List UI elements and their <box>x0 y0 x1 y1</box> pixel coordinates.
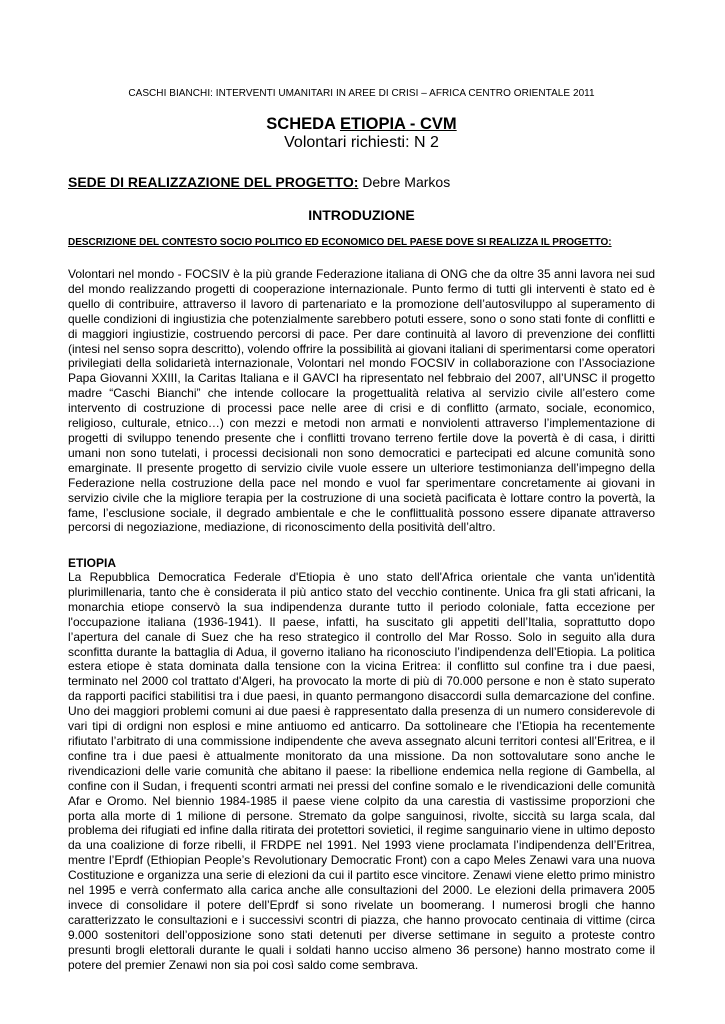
title-country: ETIOPIA - CVM <box>339 115 457 133</box>
introduction-heading: INTRODUZIONE <box>308 207 415 223</box>
project-location <box>68 174 450 190</box>
title-prefix: SCHEDA <box>266 115 340 133</box>
page-title <box>68 115 655 134</box>
project-location-value: Debre Markos <box>358 174 451 190</box>
ethiopia-paragraph: La Repubblica Democratica Federale d'Etiopia è uno stato dell'Africa orientale che vanta un'identità plurimillenaria, tanto che è considerata il più antico stato del vecchio continente. Unica fra gli stati africani, la monarchia etiope conservò la sua indipendenza durante tutto il periodo coloniale, fatta eccezione per l'occupazione italiana (1936-1941). Il paese, infatti, ha suscitato gli appetiti dell’Italia, soprattutto dopo l’apertura del canale di Suez che ha reso strategico il controllo del Mar Rosso. Solo in seguito alla dura sconfitta durante la battaglia di Adua, il governo italiano ha riconosciuto l’indipendenza dell’Etiopia. La politica estera etiope è stata dominata dalla tensione con la vicina Eritrea: il conflitto sul confine tra i due paesi, terminato nel 2000 col trattato d'Algeri, ha provocato la morte di più di 70.000 persone e non è stato superato da rapporti pacifici stabilitisi tra i due paesi, in quanto permangono disaccordi sulla demarcazione del confine. Uno dei maggiori problemi comuni ai due paesi è rappresentato dalla presenza di un numero considerevole di vari tipi di ordigni non esplosi e mine antiuomo ed anticarro. Da sottolineare che l’Etiopia ha recentemente rifiutato l’arbitrato di una commissione indipendente che aveva assegnato alcuni territori contesi all’Eritrea, e il confine tra i due paesi è attualmente monitorato da una missione. Da non sottovalutare sono anche le rivendicazioni delle varie comunità che abitano il paese: la ribellione endemica nella regione di Gambella, al confine con il Sudan, i frequenti scontri armati nei pressi del confine somalo e le rivendicazioni delle comunità Afar e Oromo. Nel biennio 1984-1985 il paese viene colpito da una carestia di vastissime proporzioni che porta alla morte di 1 milione di persone. Stremato da golpe sanguinosi, rivolte, siccità su larga scala, dal problema dei rifugiati ed infine dalla ritirata dei protettori sovietici, il regime sanguinario viene in ultimo deposto da una coalizione di forze ribelli, il FRDPE nel 1991. Nel 1993 viene proclamata l’indipendenza dell’Eritrea, mentre l’Eprdf (Ethiopian People’s Revolutionary Democratic Front) con a capo Meles Zenawi vara una nuova Costituzione e organizza una serie di elezioni da cui il partito esce vincitore. Zenawi viene eletto primo ministro nel 1995 e verrà confermato alla carica anche alle consultazioni del 2000. Le elezioni della primavera 2005 invece di consolidare il potere dell’Eprdf si sono rivelate un boomerang. I numerosi brogli che hanno caratterizzato le consultazioni e i successivi scontri di piazza, che hanno provocato centinaia di vittime (circa 9.000 sostenitori dell’opposizione sono stati detenuti per diverse settimane in seguito a proteste contro presunti brogli elettorali durante le quali i soldati hanno ucciso almeno 36 persone) hanno mostrato come il potere del premier Zenawi non sia poi così saldo come sembrava. <box>68 570 655 972</box>
volunteers-required: Volontari richiesti: N 2 <box>284 134 439 151</box>
project-location-label: SEDE DI REALIZZAZIONE DEL PROGETTO: <box>68 174 359 190</box>
context-heading: DESCRIZIONE DEL CONTESTO SOCIO POLITICO ED ECONOMICO DEL PAESE DOVE SI REALIZZA IL PROGETTO: <box>68 237 612 248</box>
running-header: CASCHI BIANCHI: INTERVENTI UMANITARI IN AREE DI CRISI – AFRICA CENTRO ORIENTALE 2011 <box>128 88 595 99</box>
introduction-paragraph: Volontari nel mondo - FOCSIV è la più grande Federazione italiana di ONG che da oltre 35 anni lavora nei sud del mondo realizzando progetti di cooperazione internazionale. Punto fermo di tutti gli interventi è stato ed è quello di contribuire, attraverso il lavoro di partenariato e la promozione dell’autosviluppo al superamento di quelle condizioni di ingiustizia che potenzialmente sarebbero potuti essere, sono o sono stati fonte di conflitti e di maggiori ingiustizie, costruendo percorsi di pace. Per dare continuità al lavoro di prevenzione dei conflitti (intesi nel senso sopra descritto), volendo offrire la possibilità ai giovani italiani di sperimentarsi come operatori privilegiati della solidarietà internazionale, Volontari nel mondo FOCSIV in collaborazione con l’Associazione Papa Giovanni XXIII, la Caritas Italiana e il GAVCI ha ripresentato nel febbraio del 2007, all’UNSC il progetto madre “Caschi Bianchi” che intende collocare la progettualità relativa al servizio civile all’estero come intervento di costruzione di processi pace nelle aree di crisi e di conflitto (armato, sociale, economico, religioso, culturale, etnico…) con mezzi e metodi non armati e nonviolenti attraverso l’implementazione di progetti di sviluppo tenendo presente che i conflitti trovano terreno fertile dove la povertà è di casa, i diritti umani non sono tutelati, i processi decisionali non sono democratici e partecipati ed alcune comunità sono emarginate. Il presente progetto di servizio civile vuole essere un ulteriore testimonianza dell’impegno della Federazione nella costruzione della pace nel mondo e vuol far sperimentare concretamente ai giovani in servizio civile che la migliore terapia per la costruzione di una società pacificata è lottare contro la povertà, la fame, l’esclusione sociale, il degrado ambientale e che le conflittualità possono essere dipanate attraverso percorsi di negoziazione, mediazione, di riconoscimento della positività dell’altro. <box>68 267 655 535</box>
ethiopia-heading: ETIOPIA <box>68 556 117 570</box>
